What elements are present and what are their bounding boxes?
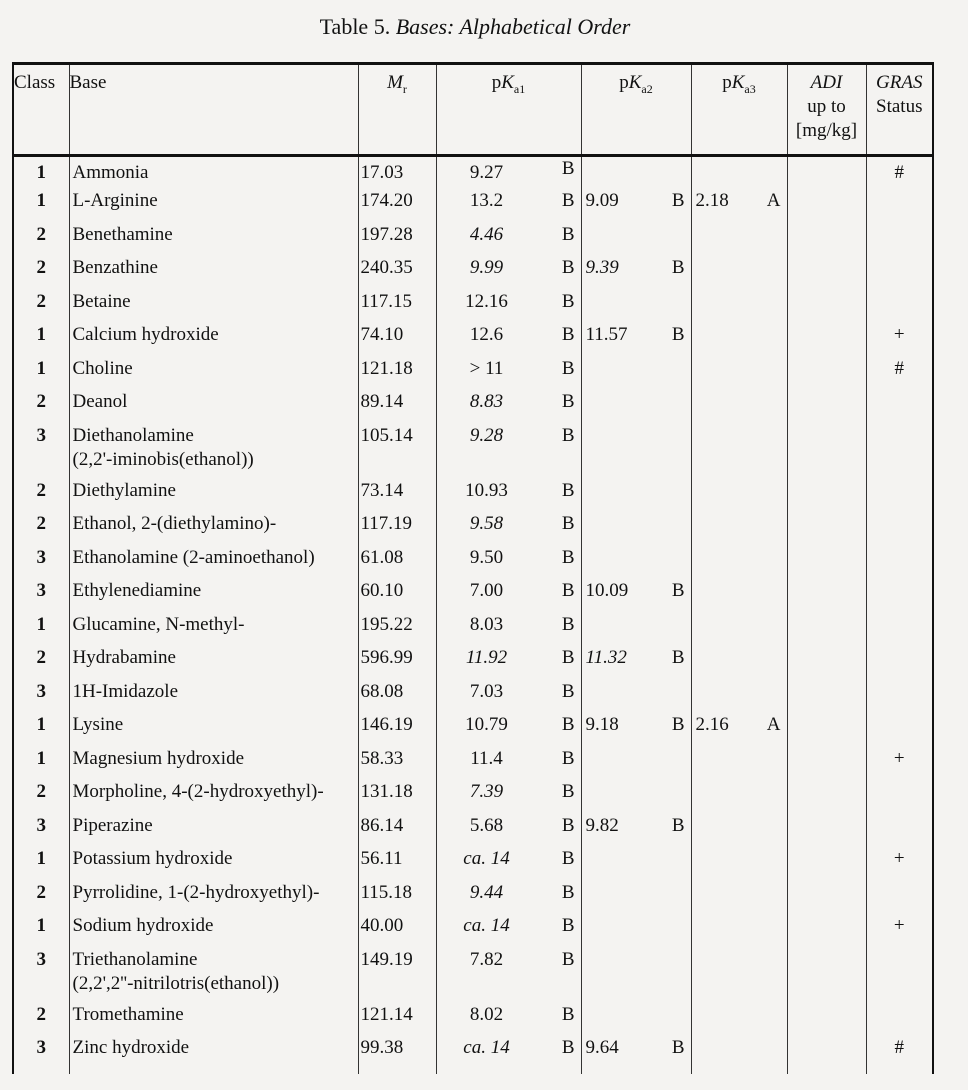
- table-row: [13, 256, 933, 290]
- cell-pka1-flag: B: [561, 290, 575, 312]
- cell-gras: [866, 1003, 933, 1037]
- cell-pka3: 2.18 A: [691, 189, 787, 223]
- header-pka3: $pK_{a3}$: [691, 64, 787, 156]
- cell-base: Choline: [69, 357, 358, 391]
- cell-pka2: 11.32 B: [581, 646, 691, 680]
- cell-class: 3: [13, 1036, 69, 1074]
- caption-title: Bases: Alphabetical Order: [395, 14, 631, 39]
- cell-pka3: [691, 780, 787, 814]
- cell-pka1: 12.16 B: [436, 290, 581, 324]
- cell-adi: [787, 290, 866, 324]
- cell-class: 1: [13, 847, 69, 881]
- cell-class: 2: [13, 479, 69, 513]
- cell-adi: [787, 546, 866, 580]
- cell-pka3: [691, 357, 787, 391]
- cell-mr: 131.18: [358, 780, 436, 814]
- cell-gras: #: [866, 1036, 933, 1074]
- cell-pka1-flag: B: [561, 848, 575, 869]
- cell-base: Lysine: [69, 713, 358, 747]
- cell-gras: [866, 479, 933, 513]
- cell-pka1: 5.68 B: [436, 814, 581, 848]
- cell-pka1: ca. 14 B: [436, 914, 581, 948]
- cell-base: Ethanol, 2-(diethylamino)-: [69, 512, 358, 546]
- cell-pka1: 10.79 B: [436, 713, 581, 747]
- cell-base: Diethanolamine (2,2'-iminobis(ethanol)): [69, 424, 358, 479]
- cell-pka3: [691, 424, 787, 479]
- cell-pka1: 9.99 B: [436, 256, 581, 290]
- cell-class: 1: [13, 914, 69, 948]
- table-row: [13, 713, 933, 747]
- table-header: [13, 64, 933, 156]
- cell-pka1-flag: B: [561, 424, 575, 446]
- cell-pka2: [581, 357, 691, 391]
- table-caption: [0, 14, 950, 40]
- table-row: [13, 579, 933, 613]
- cell-mr: 115.18: [358, 881, 436, 915]
- table-row: [13, 646, 933, 680]
- cell-mr: 89.14: [358, 390, 436, 424]
- cell-pka2: 11.57 B: [581, 323, 691, 357]
- cell-pka1-flag: B: [561, 357, 575, 379]
- cell-pka1-flag: B: [561, 948, 575, 970]
- table-row: [13, 1036, 933, 1074]
- cell-pka2-flag: B: [671, 647, 685, 668]
- cell-pka1: 9.44 B: [436, 881, 581, 915]
- table-row: [13, 512, 933, 546]
- cell-class: 2: [13, 881, 69, 915]
- cell-pka1: 10.93 B: [436, 479, 581, 513]
- cell-class: 3: [13, 546, 69, 580]
- cell-pka1-flag: B: [561, 1037, 575, 1058]
- cell-class: 3: [13, 680, 69, 714]
- caption-prefix: Table 5.: [319, 14, 391, 39]
- cell-mr: 121.18: [358, 357, 436, 391]
- cell-pka2: 9.09 B: [581, 189, 691, 223]
- cell-mr: 174.20: [358, 189, 436, 223]
- cell-adi: [787, 613, 866, 647]
- cell-mr: 60.10: [358, 579, 436, 613]
- cell-pka1-flag: B: [561, 546, 575, 568]
- cell-base: L-Arginine: [69, 189, 358, 223]
- cell-pka1: 8.02 B: [436, 1003, 581, 1037]
- cell-pka3: [691, 881, 787, 915]
- table-row: [13, 156, 933, 190]
- header-mr: $M_r$: [358, 64, 436, 156]
- cell-pka3: [691, 646, 787, 680]
- cell-mr: 596.99: [358, 646, 436, 680]
- cell-adi: [787, 390, 866, 424]
- table-row: [13, 1003, 933, 1037]
- cell-pka1: 9.50 B: [436, 546, 581, 580]
- cell-class: 2: [13, 390, 69, 424]
- cell-adi: [787, 948, 866, 1003]
- cell-pka1-flag: B: [561, 580, 575, 601]
- cell-pka2: [581, 948, 691, 1003]
- cell-gras: [866, 780, 933, 814]
- cell-pka1-flag: B: [561, 223, 575, 245]
- cell-gras: #: [866, 156, 933, 190]
- cell-class: 1: [13, 357, 69, 391]
- table-row: [13, 546, 933, 580]
- cell-pka2: [581, 680, 691, 714]
- cell-base: Pyrrolidine, 1-(2-hydroxyethyl)-: [69, 881, 358, 915]
- cell-mr: 149.19: [358, 948, 436, 1003]
- cell-pka2: [581, 546, 691, 580]
- cell-base: Tromethamine: [69, 1003, 358, 1037]
- cell-pka3: [691, 256, 787, 290]
- cell-pka3: [691, 579, 787, 613]
- table-row: [13, 747, 933, 781]
- header-adi: ADI up to [mg/kg]: [787, 64, 866, 156]
- cell-mr: 56.11: [358, 847, 436, 881]
- table-row: [13, 424, 933, 479]
- cell-gras: [866, 256, 933, 290]
- cell-pka3: [691, 390, 787, 424]
- cell-adi: [787, 424, 866, 479]
- cell-mr: 99.38: [358, 1036, 436, 1074]
- cell-class: 2: [13, 1003, 69, 1037]
- cell-pka1-flag: B: [561, 814, 575, 836]
- cell-gras: [866, 713, 933, 747]
- cell-pka1: 8.03 B: [436, 613, 581, 647]
- table-row: [13, 780, 933, 814]
- cell-gras: [866, 189, 933, 223]
- cell-adi: [787, 713, 866, 747]
- table-row: [13, 223, 933, 257]
- table-row: [13, 914, 933, 948]
- cell-pka1: ca. 14 B: [436, 847, 581, 881]
- cell-adi: [787, 156, 866, 190]
- cell-adi: [787, 223, 866, 257]
- cell-pka2: 10.09 B: [581, 579, 691, 613]
- cell-class: 1: [13, 747, 69, 781]
- cell-base: Triethanolamine (2,2',2''-nitrilotris(ethanol)): [69, 948, 358, 1003]
- cell-class: 1: [13, 713, 69, 747]
- cell-class: 2: [13, 256, 69, 290]
- cell-class: 2: [13, 512, 69, 546]
- cell-base: Benzathine: [69, 256, 358, 290]
- cell-class: 1: [13, 189, 69, 223]
- cell-pka3: [691, 1036, 787, 1074]
- cell-base: Magnesium hydroxide: [69, 747, 358, 781]
- cell-pka1: 8.83 B: [436, 390, 581, 424]
- cell-pka1-flag: B: [561, 747, 575, 769]
- bases-table: [12, 62, 934, 1074]
- cell-mr: 58.33: [358, 747, 436, 781]
- cell-class: 1: [13, 323, 69, 357]
- cell-adi: [787, 881, 866, 915]
- cell-class: 3: [13, 424, 69, 479]
- cell-adi: [787, 646, 866, 680]
- cell-pka1-flag: B: [561, 881, 575, 903]
- cell-adi: [787, 747, 866, 781]
- cell-base: Ethanolamine (2-aminoethanol): [69, 546, 358, 580]
- table-row: [13, 479, 933, 513]
- cell-adi: [787, 780, 866, 814]
- cell-class: 2: [13, 290, 69, 324]
- cell-adi: [787, 1003, 866, 1037]
- cell-pka3: [691, 546, 787, 580]
- cell-pka2: [581, 747, 691, 781]
- cell-class: 2: [13, 780, 69, 814]
- table-row: [13, 390, 933, 424]
- cell-pka1-flag: B: [561, 158, 575, 179]
- cell-class: 3: [13, 948, 69, 1003]
- cell-pka2: [581, 390, 691, 424]
- cell-adi: [787, 914, 866, 948]
- cell-pka3-flag: A: [766, 190, 781, 211]
- cell-pka2: 9.82 B: [581, 814, 691, 848]
- cell-adi: [787, 323, 866, 357]
- cell-adi: [787, 479, 866, 513]
- cell-pka3: [691, 223, 787, 257]
- table-row: [13, 814, 933, 848]
- cell-mr: 195.22: [358, 613, 436, 647]
- cell-pka1-flag: B: [561, 647, 575, 668]
- cell-pka2-flag: B: [671, 324, 685, 345]
- cell-pka1-flag: B: [561, 324, 575, 345]
- cell-pka1-flag: B: [561, 513, 575, 534]
- cell-pka2: [581, 881, 691, 915]
- cell-base: Deanol: [69, 390, 358, 424]
- cell-pka3: [691, 680, 787, 714]
- cell-class: 3: [13, 579, 69, 613]
- cell-base-synonym: (2,2',2''-nitrilotris(ethanol)): [72, 972, 280, 994]
- cell-pka2: [581, 479, 691, 513]
- cell-mr: 68.08: [358, 680, 436, 714]
- cell-pka2-flag: B: [671, 257, 685, 278]
- cell-mr: 197.28: [358, 223, 436, 257]
- cell-pka1-flag: B: [561, 190, 575, 211]
- header-gras: GRAS Status: [866, 64, 933, 156]
- header-pka1: $pK_{a1}$: [436, 64, 581, 156]
- cell-pka1: 7.39 B: [436, 780, 581, 814]
- cell-pka1: 7.82 B: [436, 948, 581, 1003]
- cell-pka3: [691, 156, 787, 190]
- cell-pka3: [691, 914, 787, 948]
- cell-base: Piperazine: [69, 814, 358, 848]
- cell-mr: 40.00: [358, 914, 436, 948]
- cell-pka1: 11.92 B: [436, 646, 581, 680]
- cell-pka1: ca. 14 B: [436, 1036, 581, 1074]
- cell-pka3: [691, 948, 787, 1003]
- cell-pka1: 9.28 B: [436, 424, 581, 479]
- cell-adi: [787, 189, 866, 223]
- table-row: [13, 613, 933, 647]
- cell-base: Hydrabamine: [69, 646, 358, 680]
- cell-pka3: 2.16 A: [691, 713, 787, 747]
- cell-base: Morpholine, 4-(2-hydroxyethyl)-: [69, 780, 358, 814]
- cell-pka2-flag: B: [671, 814, 685, 836]
- cell-base: 1H-Imidazole: [69, 680, 358, 714]
- cell-mr: 105.14: [358, 424, 436, 479]
- cell-pka3: [691, 814, 787, 848]
- cell-mr: 240.35: [358, 256, 436, 290]
- table-row: [13, 881, 933, 915]
- table-row: [13, 847, 933, 881]
- cell-adi: [787, 512, 866, 546]
- cell-pka1-flag: B: [561, 1003, 575, 1025]
- cell-base: Sodium hydroxide: [69, 914, 358, 948]
- cell-pka1: > 11 B: [436, 357, 581, 391]
- cell-gras: [866, 948, 933, 1003]
- table-row: [13, 357, 933, 391]
- cell-pka2: [581, 156, 691, 190]
- cell-mr: 17.03: [358, 156, 436, 190]
- cell-pka3: [691, 290, 787, 324]
- cell-pka2-flag: B: [671, 1037, 685, 1058]
- cell-pka2: 9.18 B: [581, 713, 691, 747]
- cell-gras: [866, 290, 933, 324]
- cell-gras: [866, 223, 933, 257]
- cell-base: Ammonia: [69, 156, 358, 190]
- cell-pka1-flag: B: [561, 479, 575, 501]
- cell-pka2: [581, 613, 691, 647]
- cell-class: 1: [13, 156, 69, 190]
- cell-pka2-flag: B: [671, 714, 685, 735]
- cell-gras: [866, 546, 933, 580]
- cell-adi: [787, 1036, 866, 1074]
- cell-mr: 117.15: [358, 290, 436, 324]
- cell-gras: +: [866, 747, 933, 781]
- cell-gras: +: [866, 914, 933, 948]
- cell-pka1: 11.4 B: [436, 747, 581, 781]
- table-row: [13, 948, 933, 1003]
- cell-pka1-flag: B: [561, 257, 575, 278]
- cell-base: Betaine: [69, 290, 358, 324]
- cell-pka1: 13.2 B: [436, 189, 581, 223]
- cell-mr: 146.19: [358, 713, 436, 747]
- cell-mr: 61.08: [358, 546, 436, 580]
- cell-base: Glucamine, N-methyl-: [69, 613, 358, 647]
- cell-pka1: 4.46 B: [436, 223, 581, 257]
- cell-base: Benethamine: [69, 223, 358, 257]
- cell-pka1-flag: B: [561, 613, 575, 635]
- cell-pka3: [691, 323, 787, 357]
- cell-class: 1: [13, 613, 69, 647]
- cell-gras: #: [866, 357, 933, 391]
- cell-mr: 73.14: [358, 479, 436, 513]
- cell-pka1-flag: B: [561, 714, 575, 735]
- cell-gras: [866, 390, 933, 424]
- cell-pka2-flag: B: [671, 580, 685, 601]
- cell-base: Calcium hydroxide: [69, 323, 358, 357]
- table-row: [13, 189, 933, 223]
- cell-pka2: [581, 223, 691, 257]
- table-row: [13, 323, 933, 357]
- cell-pka1-flag: B: [561, 781, 575, 802]
- cell-mr: 117.19: [358, 512, 436, 546]
- cell-pka2: [581, 512, 691, 546]
- cell-gras: [866, 512, 933, 546]
- cell-pka1-flag: B: [561, 391, 575, 412]
- cell-adi: [787, 847, 866, 881]
- header-class: Class: [13, 64, 69, 156]
- cell-pka2: 9.39 B: [581, 256, 691, 290]
- cell-pka1: 9.58 B: [436, 512, 581, 546]
- cell-adi: [787, 814, 866, 848]
- header-base: Base: [69, 64, 358, 156]
- cell-pka3: [691, 1003, 787, 1037]
- cell-gras: [866, 814, 933, 848]
- cell-base: Zinc hydroxide: [69, 1036, 358, 1074]
- cell-pka3: [691, 479, 787, 513]
- cell-pka2: [581, 780, 691, 814]
- table-body: [13, 156, 933, 1075]
- cell-adi: [787, 256, 866, 290]
- cell-mr: 86.14: [358, 814, 436, 848]
- cell-gras: [866, 613, 933, 647]
- cell-gras: [866, 424, 933, 479]
- cell-gras: +: [866, 323, 933, 357]
- cell-mr: 121.14: [358, 1003, 436, 1037]
- cell-class: 3: [13, 814, 69, 848]
- cell-pka1: 9.27 B: [436, 156, 581, 190]
- header-pka2: $pK_{a2}$: [581, 64, 691, 156]
- cell-gras: +: [866, 847, 933, 881]
- cell-adi: [787, 680, 866, 714]
- cell-pka3: [691, 847, 787, 881]
- cell-pka1: 7.03 B: [436, 680, 581, 714]
- cell-base: Ethylenediamine: [69, 579, 358, 613]
- cell-pka1: 12.6 B: [436, 323, 581, 357]
- cell-gras: [866, 680, 933, 714]
- cell-pka2: [581, 424, 691, 479]
- cell-pka2: [581, 914, 691, 948]
- cell-gras: [866, 579, 933, 613]
- cell-adi: [787, 357, 866, 391]
- cell-pka2: [581, 847, 691, 881]
- table-row: [13, 290, 933, 324]
- cell-pka2: [581, 290, 691, 324]
- table-row: [13, 680, 933, 714]
- cell-pka3-flag: A: [766, 714, 781, 735]
- cell-pka3: [691, 512, 787, 546]
- cell-pka1-flag: B: [561, 915, 575, 936]
- cell-pka3: [691, 613, 787, 647]
- cell-mr: 74.10: [358, 323, 436, 357]
- cell-base: Diethylamine: [69, 479, 358, 513]
- cell-base-synonym: (2,2'-iminobis(ethanol)): [72, 448, 254, 470]
- cell-pka2: 9.64 B: [581, 1036, 691, 1074]
- cell-pka2: [581, 1003, 691, 1037]
- cell-gras: [866, 881, 933, 915]
- cell-class: 2: [13, 646, 69, 680]
- cell-adi: [787, 579, 866, 613]
- cell-pka1: 7.00 B: [436, 579, 581, 613]
- cell-pka3: [691, 747, 787, 781]
- cell-base: Potassium hydroxide: [69, 847, 358, 881]
- cell-pka2-flag: B: [671, 190, 685, 211]
- cell-gras: [866, 646, 933, 680]
- cell-class: 2: [13, 223, 69, 257]
- cell-pka1-flag: B: [561, 680, 575, 702]
